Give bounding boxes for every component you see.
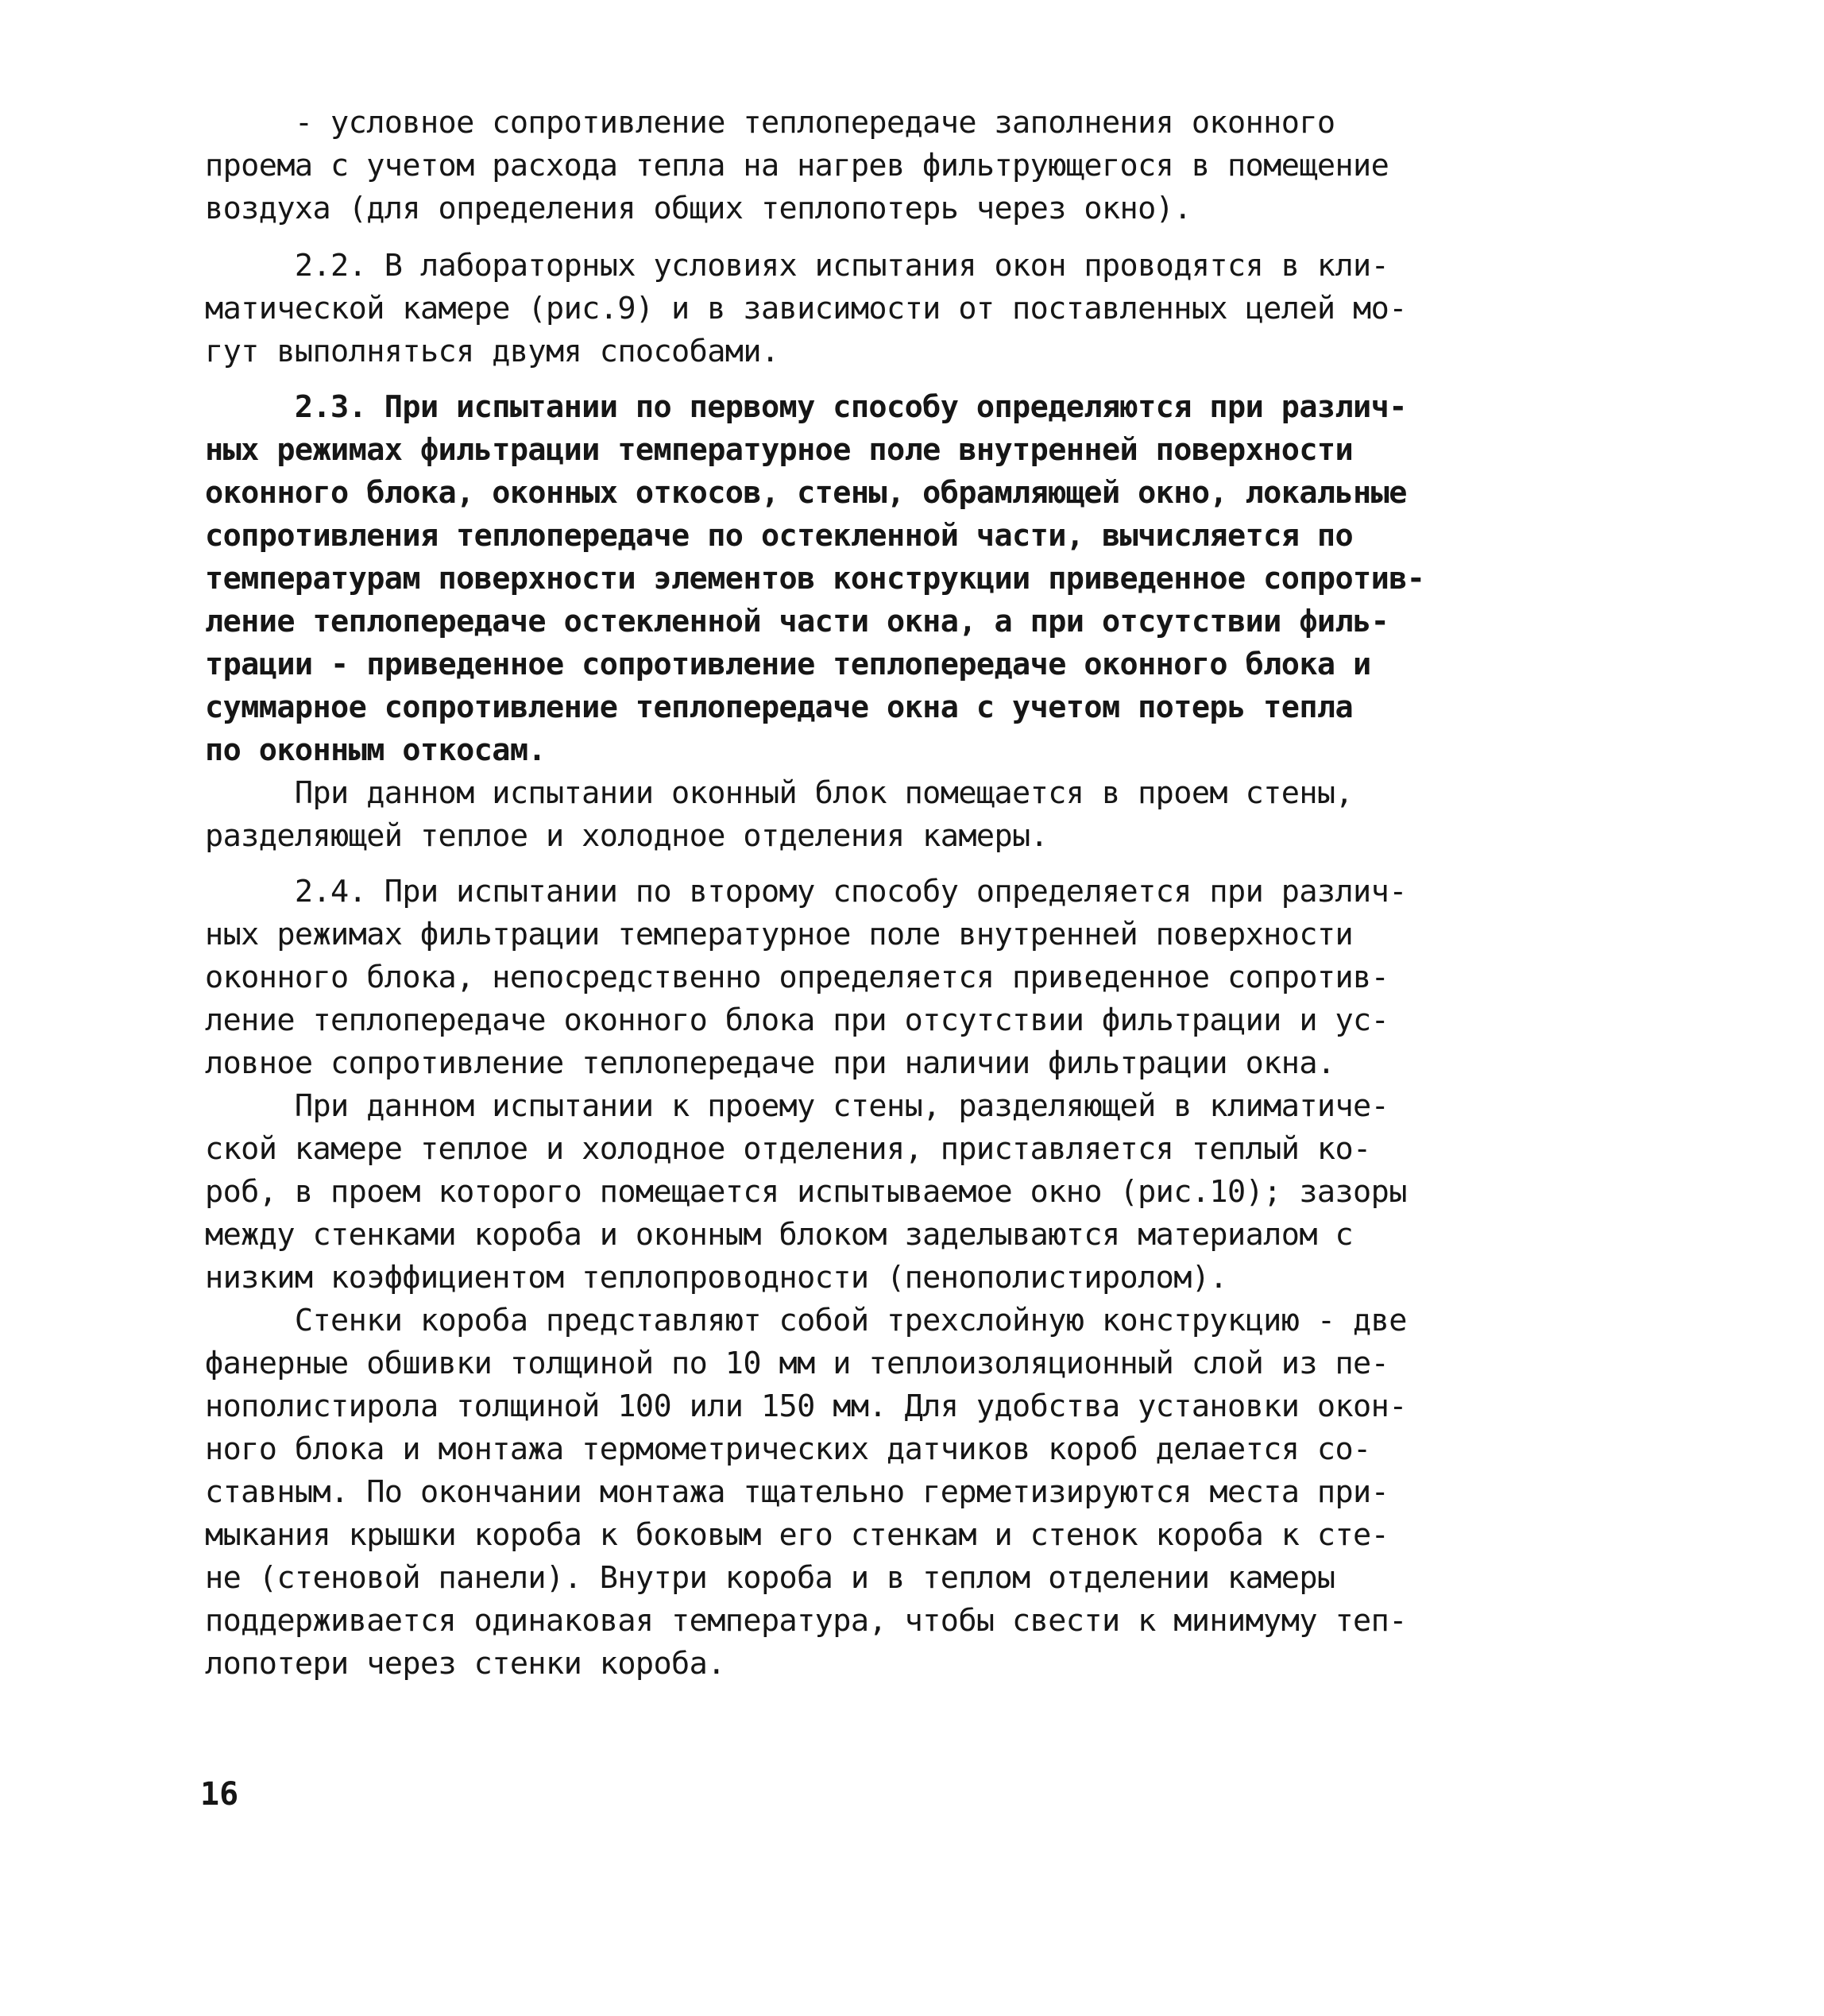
text-line: лопотери через стенки короба. (205, 1646, 725, 1682)
text-line: При данном испытании к проему стены, разделяющей в климатиче- (205, 1088, 1389, 1124)
text-line: трации - приведенное сопротивление теплопередаче оконного блока и (205, 647, 1371, 682)
paragraph-2-2 (205, 245, 1412, 373)
text-line: ных режимах фильтрации температурное поле внутренней поверхности (205, 432, 1354, 468)
text-line: ного блока и монтажа термометрических датчиков короб делается со- (205, 1431, 1371, 1467)
paragraph-box-walls (205, 1300, 1412, 1686)
paragraph-spacer (205, 373, 1412, 386)
text-line: ление теплопередаче остекленной части окна, а при отсутствии филь- (205, 604, 1389, 639)
paragraph-spacer (205, 858, 1412, 871)
text-line: При данном испытании оконный блок помещается в проем стены, (205, 775, 1354, 811)
text-line: фанерные обшивки толщиной по 10 мм и теплоизоляционный слой из пе- (205, 1346, 1389, 1381)
text-line: проема с учетом расхода тепла на нагрев фильтрующегося в помещение (205, 148, 1389, 183)
text-line: ставным. По окончании монтажа тщательно герметизируются места при- (205, 1474, 1389, 1510)
paragraph-2-4-continuation (205, 1085, 1412, 1300)
text-line: мыкания крышки короба к боковым его стенкам и стенок короба к сте- (205, 1517, 1389, 1553)
text-line: оконного блока, непосредственно определяется приведенное сопротив- (205, 960, 1389, 995)
body-text (205, 102, 1425, 1686)
paragraph-intro-definition (205, 102, 1412, 230)
text-line: - условное сопротивление теплопередаче заполнения оконного (205, 105, 1335, 141)
text-line: оконного блока, оконных откосов, стены, обрамляющей окно, локальные (205, 475, 1407, 511)
text-line: разделяющей теплое и холодное отделения камеры. (205, 818, 1049, 854)
text-line: не (стеновой панели). Внутри короба и в теплом отделении камеры (205, 1560, 1335, 1596)
page-number: 16 (200, 1776, 239, 1813)
text-line: по оконным откосам. (205, 732, 547, 768)
text-line: суммарное сопротивление теплопередаче окна с учетом потерь тепла (205, 689, 1354, 725)
text-line: матической камере (рис.9) и в зависимости от поставленных целей мо- (205, 291, 1407, 326)
text-line: гут выполняться двумя способами. (205, 334, 779, 369)
text-line: ской камере теплое и холодное отделения, приставляется теплый ко- (205, 1131, 1371, 1167)
paragraph-2-3 (205, 386, 1425, 772)
text-line: 2.4. При испытании по второму способу определяется при различ- (205, 874, 1407, 910)
text-line: низким коэффициентом теплопроводности (пенополистиролом). (205, 1260, 1228, 1296)
text-line: нополистирола толщиной 100 или 150 мм. Для удобства установки окон- (205, 1388, 1407, 1424)
text-line: между стенками короба и оконным блоком заделываются материалом с (205, 1217, 1354, 1253)
paragraph-spacer (205, 230, 1412, 245)
text-line: ловное сопротивление теплопередаче при наличии фильтрации окна. (205, 1045, 1335, 1081)
paragraph-2-4 (205, 871, 1412, 1085)
text-line: ных режимах фильтрации температурное поле внутренней поверхности (205, 917, 1354, 952)
text-line: температурам поверхности элементов конструкции приведенное сопротив- (205, 561, 1425, 597)
paragraph-2-3-continuation (205, 772, 1412, 858)
text-line: Стенки короба представляют собой трехслойную конструкцию - две (205, 1303, 1407, 1338)
text-line: воздуха (для определения общих теплопотерь через окно). (205, 191, 1192, 226)
text-line: роб, в проем которого помещается испытываемое окно (рис.10); зазоры (205, 1174, 1407, 1210)
text-line: ление теплопередаче оконного блока при отсутствии фильтрации и ус- (205, 1002, 1389, 1038)
text-line: поддерживается одинаковая температура, чтобы свести к минимуму теп- (205, 1603, 1407, 1639)
text-line: 2.3. При испытании по первому способу определяются при различ- (205, 389, 1407, 425)
text-line: 2.2. В лабораторных условиях испытания окон проводятся в кли- (205, 248, 1389, 284)
text-line: сопротивления теплопередаче по остекленной части, вычисляется по (205, 518, 1354, 554)
